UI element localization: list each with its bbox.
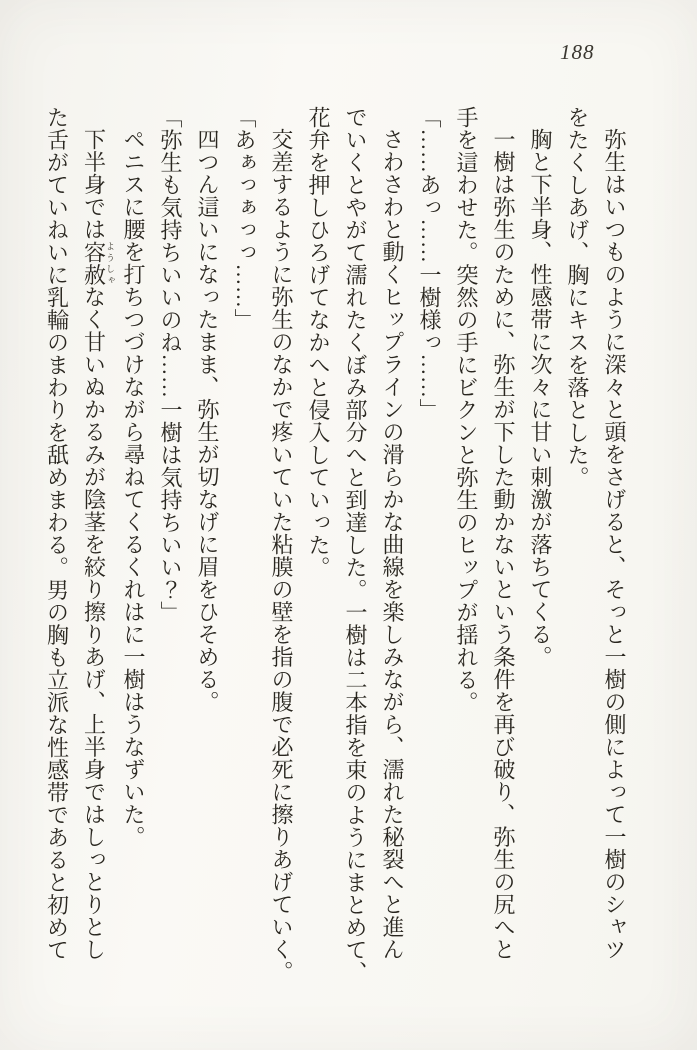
text-line: た舌がていねいに乳輪のまわりを舐めまわる。男の胸も立派な性感帯であると初めて bbox=[44, 106, 70, 961]
ruby-annotated-word: 容赦ようしゃ bbox=[81, 240, 115, 286]
text-line: さわさわと動くヒップラインの滑らかな曲線を楽しみながら、濡れた秘裂へと進ん bbox=[380, 128, 405, 961]
text-line: をたくしあげ、胸にキスを落とした。 bbox=[565, 106, 590, 489]
text-line: 手を這わせた。突然の手にビクンと弥生のヒップが揺れる。 bbox=[454, 106, 479, 714]
text-line: 花弁を押しひろげてなかへと侵入していった。 bbox=[306, 106, 331, 579]
page-text bbox=[39, 106, 634, 984]
text-line: 下半身では容赦ようしゃなく甘いぬかるみが陰茎を絞り擦りあげ、上半身ではしっとりとし bbox=[81, 128, 115, 961]
page-number: 188 bbox=[560, 40, 595, 64]
text-line: 弥生はいつものように深々と頭をさげると、そっと一樹の側によって一樹のシャツ bbox=[602, 128, 627, 961]
text-line: 交差するように弥生のなかで疼いていた粘膜の壁を指の腹で必死に擦りあげていく。 bbox=[269, 128, 294, 983]
text-line: 「弥生も気持ちいいのね……一樹は気持ちいい？」 bbox=[158, 106, 183, 624]
text-line: でいくとやがて濡れたくぼみ部分へと到達した。一樹は二本指を束のようにまとめて、 bbox=[343, 106, 368, 984]
text-line: 「あぁっぁっっ……」 bbox=[232, 106, 257, 331]
text-line: 胸と下半身、性感帯に次々に甘い刺激が落ちてくる。 bbox=[528, 128, 553, 668]
text-line: 一樹は弥生のために、弥生が下した動かないという条件を再び破り、弥生の尻へと bbox=[491, 128, 516, 961]
text-line: 四つん這いになったまま、弥生が切なげに眉をひそめる。 bbox=[195, 128, 220, 713]
text-line: ペニスに腰を打ちつづけながら尋ねてくるくれはに一樹はうなずいた。 bbox=[121, 128, 146, 848]
text-line: 「……あっ……一樹様っ……」 bbox=[417, 106, 442, 421]
